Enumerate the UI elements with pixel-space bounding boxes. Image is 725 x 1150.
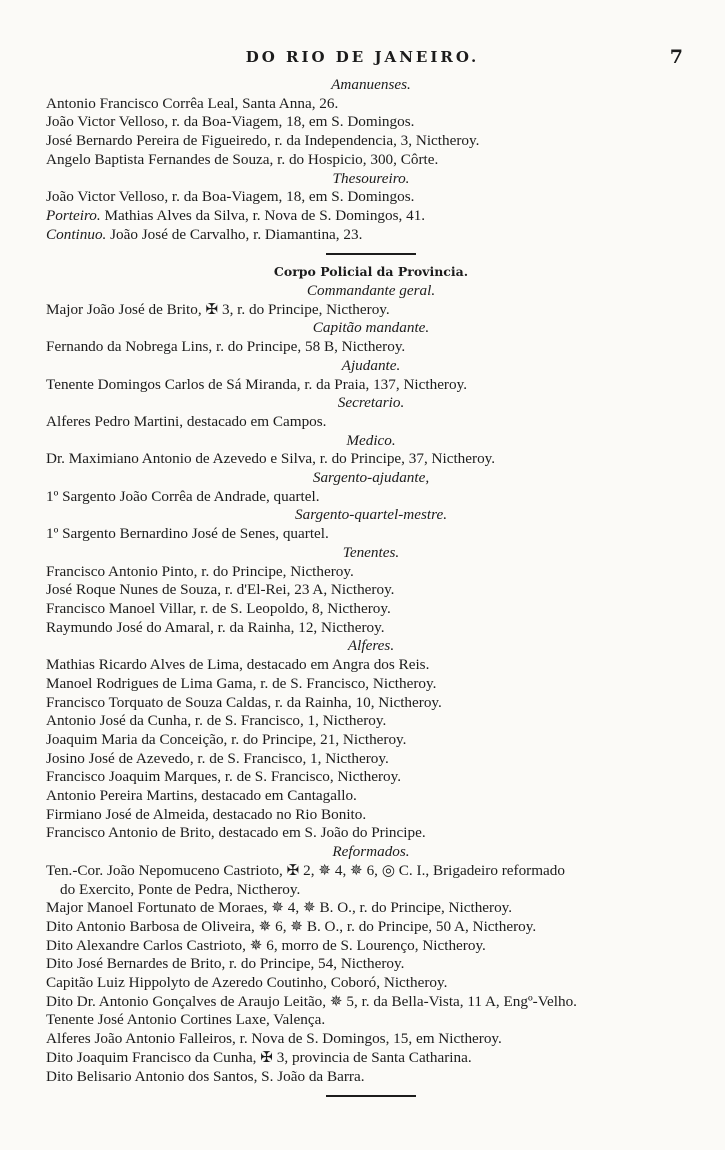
entry-line: José Bernardo Pereira de Figueiredo, r. da Independencia, 3, Nictheroy. [46,132,480,150]
list-item: Francisco Manoel Villar, r. de S. Leopoldo, 8, Nictheroy. [46,599,391,617]
list-item: Dito Dr. Antonio Gonçalves de Araujo Leitão, ✵ 5, r. da Bella-Vista, 11 A, Engº-Velho. [46,992,577,1010]
entry-line: 1º Sargento Bernardino José de Senes, quartel. [46,525,329,543]
entry-line: João Victor Velloso, r. da Boa-Viagem, 18, em S. Domingos. [46,113,415,131]
list-item: Dito Antonio Barbosa de Oliveira, ✵ 6, ✵ B. O., r. do Principe, 50 A, Nictheroy. [46,917,537,935]
entry-line: Angelo Baptista Fernandes de Souza, r. do Hospicio, 300, Côrte. [46,150,439,168]
list-item: Mathias Ricardo Alves de Lima, destacado em Angra dos Reis. [46,656,430,674]
list-item: Josino José de Azevedo, r. de S. Francisco, 1, Nictheroy. [46,749,389,767]
heading-thesoureiro: Thesoureiro. [332,169,410,187]
heading-commandante: Commandante geral. [306,282,436,300]
continuo-text: João José de Carvalho, r. Diamantina, 23. [106,225,363,243]
running-title: DO RIO DE JANEIRO. [245,48,480,66]
entry-line: Major João José de Brito, ✠ 3, r. do Principe, Nictheroy. [46,300,390,318]
entry-line: Antonio Francisco Corrêa Leal, Santa Anna, 26. [46,94,339,112]
heading-reformados: Reformados. [332,843,410,861]
heading-medico: Medico. [346,431,396,449]
heading-sargento-ajudante: Sargento-ajudante, [312,469,430,487]
heading-amanuenses: Amanuenses. [331,76,411,93]
heading-capitao: Capitão mandante. [312,319,430,337]
porteiro-label: Porteiro. [46,206,101,224]
list-item: Manoel Rodrigues de Lima Gama, r. de S. Francisco, Nictheroy. [46,674,437,692]
entry-line: 1º Sargento João Corrêa de Andrade, quartel. [46,487,320,505]
list-item: Raymundo José do Amaral, r. da Rainha, 12, Nictheroy. [46,618,385,636]
section-title-corpo-policial: Corpo Policial da Provincia. [273,264,469,280]
entry-line: Alferes Pedro Martini, destacado em Campos. [46,412,327,430]
list-item: Francisco Torquato de Souza Caldas, r. da Rainha, 10, Nictheroy. [46,693,442,711]
list-item: Francisco Joaquim Marques, r. de S. Francisco, Nictheroy. [46,768,401,786]
entry-line: Dr. Maximiano Antonio de Azevedo e Silva, r. do Principe, 37, Nictheroy. [46,450,496,468]
list-item: Ten.-Cor. João Nepomuceno Castrioto, ✠ 2, ✵ 4, ✵ 6, ◎ C. I., Brigadeiro reformado [46,861,565,879]
continuo-label: Continuo. [46,225,107,243]
list-item: Dito Joaquim Francisco da Cunha, ✠ 3, provincia de Santa Catharina. [46,1048,472,1066]
list-item: José Roque Nunes de Souza, r. d'El-Rei, 23 A, Nictheroy. [46,581,395,599]
list-item: Major Manoel Fortunato de Moraes, ✵ 4, ✵ B. O., r. do Principe, Nictheroy. [46,899,513,917]
list-item: Firmiano José de Almeida, destacado no Rio Bonito. [46,805,367,823]
list-item: Dito Alexandre Carlos Castrioto, ✵ 6, morro de S. Lourenço, Nictheroy. [46,936,486,954]
end-divider [326,1095,416,1097]
list-item: Antonio José da Cunha, r. de S. Francisco, 1, Nictheroy. [46,712,387,730]
entry-porteiro [46,207,696,226]
list-item: Dito José Bernardes de Brito, r. do Principe, 54, Nictheroy. [46,955,405,973]
page-content [46,76,696,1105]
heading-secretario: Secretario. [337,394,405,412]
heading-ajudante: Ajudante. [341,356,401,374]
entry-line: Tenente Domingos Carlos de Sá Miranda, r. da Praia, 137, Nictheroy. [46,375,467,393]
list-item: Francisco Antonio Pinto, r. do Principe, Nictheroy. [46,562,354,580]
heading-alferes: Alferes. [347,637,395,655]
porteiro-text: Mathias Alves da Silva, r. Nova de S. Domingos, 41. [100,206,426,224]
list-item: Dito Belisario Antonio dos Santos, S. João da Barra. [46,1067,365,1085]
list-item: Francisco Antonio de Brito, destacado em S. João do Principe. [46,824,426,842]
heading-tenentes: Tenentes. [342,543,400,561]
page-number: 7 [669,46,683,68]
list-item: Alferes João Antonio Falleiros, r. Nova de S. Domingos, 15, em Nictheroy. [46,1030,502,1048]
entry-continuo [46,226,696,245]
heading-sargento-quartel-mestre: Sargento-quartel-mestre. [295,506,447,524]
entry-line: Fernando da Nobrega Lins, r. do Principe, 58 B, Nictheroy. [46,338,406,356]
list-item: Tenente José Antonio Cortines Laxe, Valença. [46,1011,326,1029]
list-item-continuation: do Exercito, Ponte de Pedra, Nictheroy. [60,880,301,898]
section-divider [326,253,416,255]
list-item: Antonio Pereira Martins, destacado em Cantagallo. [46,787,357,805]
entry-line: João Victor Velloso, r. da Boa-Viagem, 18, em S. Domingos. [46,188,415,206]
list-item: Joaquim Maria da Conceição, r. do Principe, 21, Nictheroy. [46,730,407,748]
list-item: Capitão Luiz Hippolyto de Azeredo Coutinho, Coboró, Nictheroy. [46,974,448,992]
